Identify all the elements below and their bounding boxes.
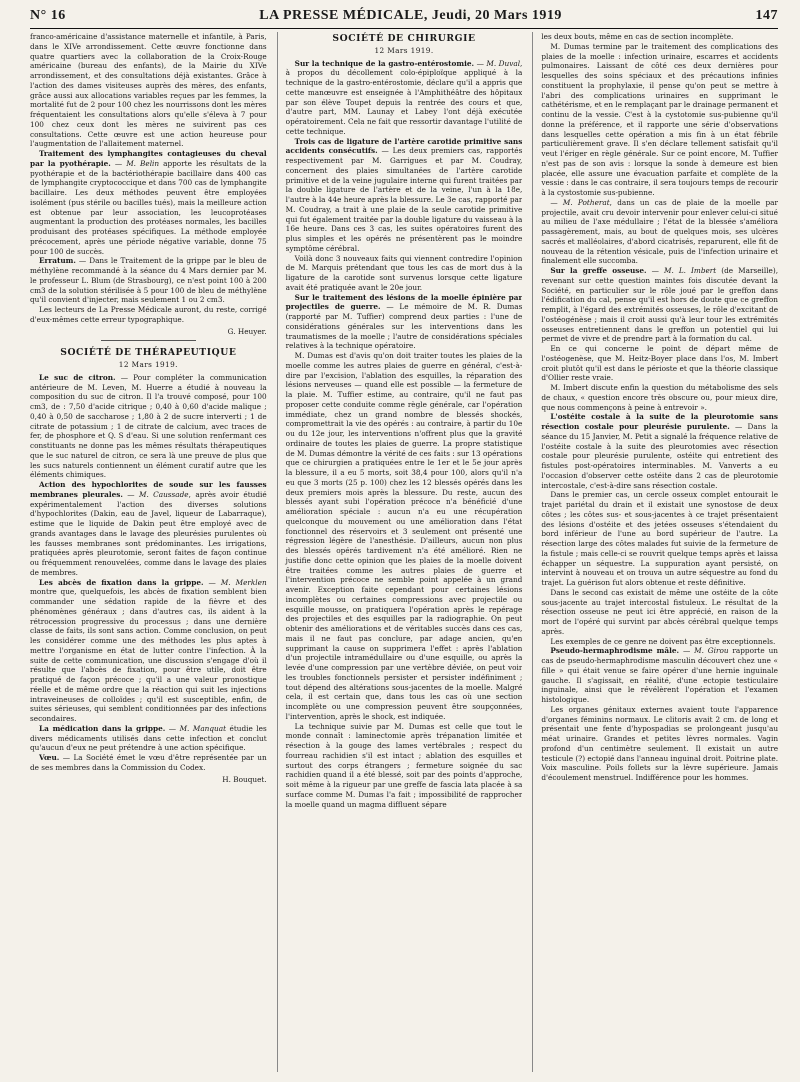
paragraph: Les organes génitaux externes avaient toute l'apparence d'organes féminins normaux. Le clitoris avait 2 cm. de long et présentait une fente d'hypospadias se prolongeant jusqu'au méat urinaire. Grandes et petites lèvres normales. Vagin profond d'un centimètre seulement. Il existait un autre testicule (?) ectopié dans l'anneau inguinal droit. Poitrine plate. Voix masculine. Poils follets sur la lèvre supérieure. Jamais d'écoulement menstruel. Indifférence pour les hommes. bbox=[541, 704, 779, 782]
author: M. Belin bbox=[126, 158, 160, 168]
article-title: Trois cas de ligature de l'artère carotide primitive sans accidents consécutifs. bbox=[285, 136, 523, 156]
article-title: Sur la greffe osseuse. bbox=[550, 266, 647, 275]
article-body: apporte les résultats de la pyothérapie et de la bactériothérapie bacillaire dans 400 cas de lymphangite cryptococcique et dans 700 cas de lymphangite bacillaire. Les deux méthodes peuvent être employées isolément (pus stérile ou bacilles tués), mais la meilleure action est obtenue par leur association, les leucoprotéases augmentant la production des protéases normales, les bacilles produisant des protéases spécifiques. La méthode employée précocement, après une période négative variable, donne 75 pour 100 de succès. bbox=[30, 158, 267, 256]
author: M. Caussade bbox=[138, 489, 189, 499]
article: Sur la technique de la gastro-entérostomie. — M. Duval, à propos du décollement colo-épiploïque appliqué à la technique de la gastro-entérostomie, déclare qu'il a appris que cette manœuvre est enseignée à l'Amphithéâtre des hôpitaux par son élève Toupet depuis la rentrée des cours et que, d'autre part, MM. Launay et Labey l'ont déjà exécutée opératoirement. Cela ne fait que ressortir davantage l'utilité de cette technique. bbox=[285, 58, 523, 136]
masthead-rule bbox=[30, 28, 778, 29]
article-title: Les abcès de fixation dans la grippe. bbox=[39, 577, 204, 587]
article-title: Action des hypochlorites de soude sur les fausses membranes pleurales. bbox=[30, 480, 267, 499]
article-title: Pseudo-hermaphrodisme mâle. bbox=[550, 646, 680, 656]
article-title: La médication dans la grippe. bbox=[39, 723, 166, 733]
paragraph: Dans le premier cas, un cercle osseux complet entourait le trajet pariétal du drain et il existait une synostose de deux côtes ; les côtes sus- et sous-jacentes à ce trajet présentaient des lésions d'ostéite et des jetées osseuses s'étendaient du bord inférieur de l'une au bord supérieur de l'autre. La résection large des côtes malades fut suivie de la fermeture de la fistule ; mais celle-ci se rouvrit quelque temps après et laissa échapper un séquestre. La suppuration ayant persisté, on intervint à nouveau et on trouva un autre séquestre au fond du trajet. La guérison fut alors obtenue et reste définitive. bbox=[541, 490, 779, 587]
article bbox=[286, 293, 523, 352]
author: M. Merklen bbox=[220, 577, 267, 587]
article-body: , à propos du décollement colo-épiploïque appliqué à la technique de la gastro-entérostomie, déclare qu'il a appris que cette manœuvre est enseignée à l'Amphithéâtre des hôpitaux par son élève Toupet depuis la rentrée des cours et que, d'autre part, MM. Launay et Labey l'ont déjà exécutée opératoirement. Cela ne fait que ressortir davantage l'utilité de cette technique. bbox=[285, 58, 523, 136]
article-body: — Les deux premiers cas, rapportés respectivement par M. Garrigues et par M. Coudray, concernent des plaies simultanées de l'artère carotide primitive et de la veine jugulaire interne qui furent traitées par la double ligature de l'artère et de la veine, l'un à la 18e, l'autre à la 44e heure après la blessure. Le 3e cas, rapporté par M. Coudray, a trait à une plaie de la seule carotide primitive qui fut également traitée par la double ligature du vaisseau à la 16e heure. Dans ces 3 cas, les suites opératoires furent des plus simples et les opérés ne présentèrent pas le moindre symptôme cérébral. bbox=[285, 146, 523, 253]
paragraph: M. Dumas termine par le traitement des complications des plaies de la moelle : infection urinaire, escarres et accidents pulmonaires. Laissant de côté ces deux dernières pour lesquelles des soins spéciaux et des précautions infinies constituent la prophylaxie, il pense qu'on peut se mettre à l'abri des complications urinaires en supprimant le cathétérisme, et en le remplaçant par le drainage permanent et continu de la vessie. C'est à la cystotomie sus-pubienne qu'il donne la préférence, et il rapporte une série d'observations dans lesquelles cette opération a mis fin à un état fébrile particulièrement grave. Il s'en déclare tellement satisfait qu'il veut l'ériger en règle générale. Sur ce point encore, M. Tuffier n'est pas de son avis : lorsque la sonde à demeure est bien placée, elle assure une évacuation parfaite et complète de la vessie : dans le cas contraire, il sera toujours temps de recourir à la cystostomie sus-pubienne. bbox=[541, 41, 779, 197]
article-body: montre que, quelquefois, les abcès de fixation semblent bien commander une sédation rapide de la fièvre et des phénomènes généraux ; dans d'autres cas, ils aident à la rétrocession progressive du processus ; dans une dernière classe de faits, ils sont sans action. Comme conclusion, on peut les considérer comme une des méthodes les plus aptes à mettre l'organisme en état de lutter contre l'infection. À la suite de cette communication, une discussion s'engage d'où il résulte que l'abcès de fixation, pour être utile, doit être pratiqué de façon précoce ; qu'il a une valeur pronostique réelle et de même ordre que la réaction qui suit les injections intraveineuses de colloïdes ; qu'il est susceptible, enfin, de suites sérieuses, qui semblent conditionnées par des infections secondaires. bbox=[30, 587, 267, 723]
article-body: — Dans le Traitement de la grippe par le bleu de méthylène recommandé à la séance du 4 Mars dernier par M. le professeur L. Blum (de Strasbourg), ce n'est point 100 à 200 cm3 de la solution stérilisée à 5 pour 100 de bleu de méthylène qu'il convient d'injecter, mais seulement 1 ou 2 cm3. bbox=[30, 256, 267, 305]
article-body: étudie les divers médicaments utilisés dans cette infection et conclut qu'aucun d'eux ne peut prétendre à une action spécifique. bbox=[30, 723, 267, 753]
article-title: Sur la technique de la gastro-entérostomie. bbox=[294, 58, 475, 68]
column-3 bbox=[532, 32, 778, 1072]
article-title: L'ostéite costale à la suite de la pleurotomie sans résection costale pour pleurésie purulente. bbox=[541, 412, 779, 431]
paragraph: En ce qui concerne le point de départ même de l'ostéogenèse, que M. Heitz-Boyer place dans l'os, M. Imbert croit plutôt qu'il est dans le périoste et que la théorie classique d'Ollier reste vraie. bbox=[541, 344, 779, 383]
article bbox=[541, 412, 778, 490]
paragraph: les deux bouts, même en cas de section incomplète. bbox=[541, 32, 734, 41]
paragraph: Voilà donc 3 nouveaux faits qui viennent contredire l'opinion de M. Marquis prétendant que tous les cas de mort dus à la ligature de la carotide sont survenus lorsque cette ligature avait été pratiquée avant le 20e jour. bbox=[285, 253, 523, 292]
article-title: Traitement des lymphangites contagieuses du cheval par la pyothérapie. bbox=[30, 149, 267, 168]
article-body: — Pour compléter la communication antérieure de M. Leven, M. Huerre a étudié à nouveau la composition du suc de citron. Il l'a trouvé composé, pour 100 cm3, de : 7,50 d'acide citrique ; 0,40 à 0,60 d'acide malique ; 0,40 à 0,50 de saccharose ; 1,80 à 2 de sucre interverti ; 1 de citrate de potassium ; 1 de citrate de calcium, avec traces de fer, de phosphore et Q. S d'eau. Si une solution renfermant ces constituants ne donne pas les mêmes résultats thérapeutiques que le suc naturel de citron, ce sera là une preuve de plus que les sucs naturels contiennent un élément curatif autre que les éléments chimiques. bbox=[30, 372, 267, 480]
section-date: 12 Mars 1919. bbox=[374, 45, 434, 55]
page-number: 147 bbox=[755, 8, 778, 23]
author: M. Girou bbox=[694, 646, 729, 656]
author: M. L. Imbert bbox=[663, 266, 717, 275]
article-body: (de Marseille), revenant sur cette question maintes fois discutée devant la Société, en particulier sur le rôle joué par le greffon dans l'édification du cal, pense qu'il est hors de doute que ce greffon remplit, à l'égard des extrémités osseuses, le rôle d'excitant de l'ostéogénèse ; mais il croit aussi qu'à leur tour les extrémités osseuses entretiennent dans le greffon un potentiel qui lui permet de vivre et de prendre part à la formation du cal. bbox=[541, 266, 779, 344]
signature: G. Heuyer. bbox=[227, 326, 267, 336]
paragraph: Dans le second cas existait de même une ostéite de la côte sous-jacente au trajet intercostal fistuleux. Le résultat de la résection osseuse ne peut ici être apprécié, en raison de la mort de l'opéré qui survint par abcès cérébral quelque temps après. bbox=[541, 587, 779, 636]
article: Action des hypochlorites de soude sur les fausses membranes pleurales. — M. Caussade, après avoir étudié expérimentalement l'action des diverses solutions d'hypochlorites (Dakin, eau de Javel, liqueur de Labarraque), estime que le liquide de Dakin peut être employé avec de grands avantages dans le lavage des pleurésies purulentes où les fausses membranes sont prédominantes. Les irrigations, pratiquées après pleurotomie, seront faites de façon continue ou fréquemment renouvelées, comme dans le lavage des plaies de membres. bbox=[30, 480, 267, 577]
article-body: — Dans la séance du 15 Janvier, M. Petit a signalé la fréquence relative de l'ostéite costale à la suite des pleurotomies avec résection costale pour pleurésie purulente, ostéite qui entretient des fistules post-opératoires interminables. M. Vanverts a eu l'occasion d'observer cette ostéite dans 2 cas de pleurotomie intercostale, c'est-à-dire sans résection costale. bbox=[541, 422, 779, 490]
article-body: après avoir étudié expérimentalement l'action des diverses solutions d'hypochlorites (Dakin, eau de Javel, liqueur de Labarraque), estime que le liquide de Dakin peut être employé avec de grands avantages dans le lavage des pleurésies purulentes où les fausses membranes sont prédominantes. Les irrigations, pratiquées après pleurotomie, seront faites de façon continue ou fréquemment renouvelées, comme dans le lavage des plaies de membres. bbox=[30, 489, 267, 577]
article: Sur la greffe osseuse. — M. L. Imbert (de Marseille), revenant sur cette question maintes fois discutée devant la Société, en particulier sur le rôle joué par le greffon dans l'édification du cal, pense qu'il est hors de doute que ce greffon remplit, à l'égard des extrémités osseuses, le rôle d'excitant de l'ostéogénèse ; mais il croit aussi qu'à leur tour les extrémités osseuses entretiennent dans le greffon un potentiel qui lui permet de vivre et de prendre part à la formation du cal. bbox=[541, 266, 779, 344]
article: Les abcès de fixation dans la grippe. — M. Merklen montre que, quelquefois, les abcès de fixation semblent bien commander une sédation rapide de la fièvre et des phénomènes généraux ; dans d'autres cas, ils aident à la rétrocession progressive du processus ; dans une dernière classe de faits, ils sont sans action. Comme conclusion, on peut les considérer comme une des méthodes les plus aptes à mettre l'organisme en état de lutter contre l'infection. À la suite de cette communication, une discussion s'engage d'où il résulte que l'abcès de fixation, pour être utile, doit être pratiqué de façon précoce ; qu'il a une valeur pronostique réelle et de même ordre que la réaction qui suit les injections intraveineuses de colloïdes ; qu'il est susceptible, enfin, de suites sérieuses, qui semblent conditionnées par des infections secondaires. bbox=[30, 577, 267, 723]
paragraph: M. Imbert discute enfin la question du métabolisme des sels de chaux, « question encore très obscure ou, pour mieux dire, que nous commençons à peine à entrevoir ». bbox=[541, 383, 779, 412]
article: Pseudo-hermaphrodisme mâle. — M. Girou rapporte un cas de pseudo-hermaphrodisme masculin découvert chez une « fille » qui était venue se faire opérer d'une hernie inguinale gauche. Il s'agissait, en réalité, d'une ectopie testiculaire inguinale, ainsi que le révélèrent l'opération et l'examen histologique. bbox=[541, 646, 779, 704]
paragraph: M. Dumas est d'avis qu'on doit traiter toutes les plaies de la moelle comme les autres plaies de guerre en général, c'est-à-dire par l'excision, l'ablation des esquilles, la réparation des lésions nerveuses — quand elle est possible — la fermeture de la plaie. M. Tuffier estime, au contraire, qu'il ne faut pas proposer cette conduite comme règle générale, car l'opération immédiate, chez un grand nombre de blessés shockés, compromettrait la vie des opérés : au contraire, à partir du 10e ou du 12e jour, les interventions n'offrent plus que la gravité ordinaire de toutes les plaies de guerre. La propre statistique de M. Dumas démontre la vérité de ces faits : sur 13 opérations que ce chirurgien a pratiquées entre le 1er et le 5e jour après la blessure, il a eu 5 morts, soit 38,4 pour 100, alors qu'il n'a eu que 3 morts (25 p. 100) chez les 12 blessés opérés dans les deux premiers mois après la blessure. Du reste, aucun des blessés ayant subi l'opération précoce n'a bénéficié d'une amélioration spéciale : aucun n'a eu une récupération quelconque du mouvement ou une amélioration dans l'état fonctionnel des réservoirs et 3 seulement ont présenté une régression légère de l'anesthésie. D'ailleurs, aucun non plus des blessés opérés tardivement n'a été amélioré. Rien ne justifie donc cette opinion que les plaies de la moelle doivent être traitées comme les autres plaies de guerre et l'intervention précoce ne semble point appelée à un grand avenir. Exception faite cependant pour certaines lésions incomplètes ou certaines compressions avec projectile ou esquille mousse, on pratiquera l'opération après le repérage des projectiles et des esquilles par la radiographie. On peut obtenir des améliorations et de véritables succès dans ces cas, mais il ne faut pas conclure, par adage ancien, qu'en supprimant la cause on supprimera l'effet : après l'ablation d'un projectile intramédullaire ou d'une esquille, ou après la levée d'une compression par une vertèbre déviée, on peut voir les troubles fonctionnels persister et persister indéfiniment ; tout dépend des altérations sous-jacentes de la moelle. Malgré cela, il est certain que, dans tous les cas où une section incomplète ou une compression peuvent être soupçonnées, l'intervention, après le shock, est indiquée. bbox=[285, 351, 523, 721]
author: M. Manquat bbox=[179, 723, 227, 733]
column-2 bbox=[277, 32, 523, 1072]
article: — M. Potherat, dans un cas de plaie de la moelle par projectile, avait cru devoir intervenir pour enlever celui-ci situé au milieu de l'axe médullaire ; l'état de la blessée s'améliora passagèrement, mais, au bout de quelques mois, ses ulcères sacrés et malléolaires, d'abord cicatrisés, reparurent, elle fit de nouveau de la rétention vésicale, puis de l'infection urinaire et finalement elle succomba. bbox=[541, 197, 779, 266]
section-date: 12 Mars 1919. bbox=[118, 360, 178, 369]
article bbox=[30, 753, 267, 773]
issue-number: N° 16 bbox=[30, 8, 66, 23]
article bbox=[30, 373, 267, 480]
columns bbox=[30, 32, 778, 1072]
paragraph: Les exemples de ce genre ne doivent pas être exceptionnels. bbox=[550, 636, 776, 646]
paragraph: franco-américaine d'assistance maternelle et infantile, à Paris, dans le XIVe arrondissement. Cette œuvre fonctionne dans quatre quartiers avec la collaboration de la Croix-Rouge américaine (bureau des enfants), de la Mairie du XIVe arrondissement, et des consultations déjà existantes. Grâce à l'action des dames visiteuses auprès des mères, des enfants, grâce aussi aux allocations variables reçues par les femmes, la mortalité fut de 2 pour 100 chez les nourrissons dont les mères fréquentaient les consultations alors qu'elle s'éleva à 7 pour 100 chez ceux dont les mères ne suivirent pas ces consultations. Cette œuvre est une action heureuse pour l'augmentation de l'allaitement maternel. bbox=[30, 32, 267, 149]
article-body: , dans un cas de plaie de la moelle par projectile, avait cru devoir intervenir pour enlever celui-ci situé au milieu de l'axe médullaire ; l'état de la blessée s'améliora passagèrement, mais, au bout de quelques mois, ses ulcères sacrés et malléolaires, d'abord cicatrisés, reparurent, elle fit de nouveau de la rétention vésicale, puis de l'infection urinaire et finalement elle succomba. bbox=[541, 197, 779, 266]
article-title: Sur le traitement des lésions de la moelle épinière par projectiles de guerre. bbox=[285, 292, 523, 312]
journal-title: LA PRESSE MÉDICALE, Jeudi, 20 Mars 1919 bbox=[259, 8, 562, 23]
article-title: Erratum. bbox=[39, 256, 76, 266]
author: M. Potherat bbox=[562, 197, 610, 207]
signature: H. Bouquet. bbox=[222, 774, 267, 784]
article-title: Le suc de citron. bbox=[39, 372, 116, 382]
article-body: rapporte un cas de pseudo-hermaphrodisme masculin découvert chez une « fille » qui était venue se faire opérer d'une hernie inguinale gauche. Il s'agissait, en réalité, d'une ectopie testiculaire inguinale, ainsi que le révélèrent l'opération et l'examen histologique. bbox=[541, 646, 779, 704]
article: Traitement des lymphangites contagieuses du cheval par la pyothérapie. — M. Belin apporte les résultats de la pyothérapie et de la bactériothérapie bacillaire dans 400 cas de lymphangite cryptococcique et dans 700 cas de lymphangite bacillaire. Les deux méthodes peuvent être employées isolément (pus stérile ou bacilles tués), mais la meilleure action est obtenue par leur association, les leucoprotéases augmentant la production des protéases normales, les bacilles produisant des protéases spécifiques. La méthode employée précocement, après une période négative variable, donne 75 pour 100 de succès. bbox=[30, 149, 267, 256]
divider bbox=[101, 340, 196, 341]
article-body: — La Société émet le vœu d'être représentée par un de ses membres dans la Commission du Codex. bbox=[30, 753, 267, 772]
paragraph: La technique suivie par M. Dumas est celle que tout le monde connaît : laminectomie après trépanation limitée et résection à la gouge des lames vertébrales ; respect du fourreau rachidien s'il est intact ; ablation des esquilles et surtout des corps étrangers ; fermeture soignée du sac rachidien quand il a été blessé, soit par des points d'approche, soit même à la rigueur par une greffe de fascia lata placée à sa surface comme M. Dumas l'a fait ; impossibilité de rapprocher la moelle quand un magma diffluent sépare bbox=[285, 721, 523, 809]
article bbox=[286, 137, 523, 254]
author: M. Duval bbox=[486, 58, 521, 68]
article-body: — Le mémoire de M. R. Dumas (rapporté par M. Tuffier) comprend deux parties : l'une de considérations générales sur les interventions dans les traumatismes de la moelle ; l'autre de considérations spéciales relatives à la technique opératoire. bbox=[285, 302, 523, 351]
column-1 bbox=[30, 32, 267, 1072]
article-title: Vœu. bbox=[39, 753, 60, 762]
masthead bbox=[30, 8, 778, 24]
section-heading: SOCIÉTÉ DE THÉRAPEUTIQUE bbox=[60, 347, 237, 359]
article bbox=[30, 256, 267, 305]
article: La médication dans la grippe. — M. Manquat étudie les divers médicaments utilisés dans cette infection et conclut qu'aucun d'eux ne peut prétendre à une action spécifique. bbox=[30, 723, 267, 753]
section-heading: SOCIÉTÉ DE CHIRURGIE bbox=[332, 33, 476, 44]
paragraph: Les lecteurs de La Presse Médicale auront, du reste, corrigé d'eux-mêmes cette erreur typographique. bbox=[30, 305, 267, 324]
